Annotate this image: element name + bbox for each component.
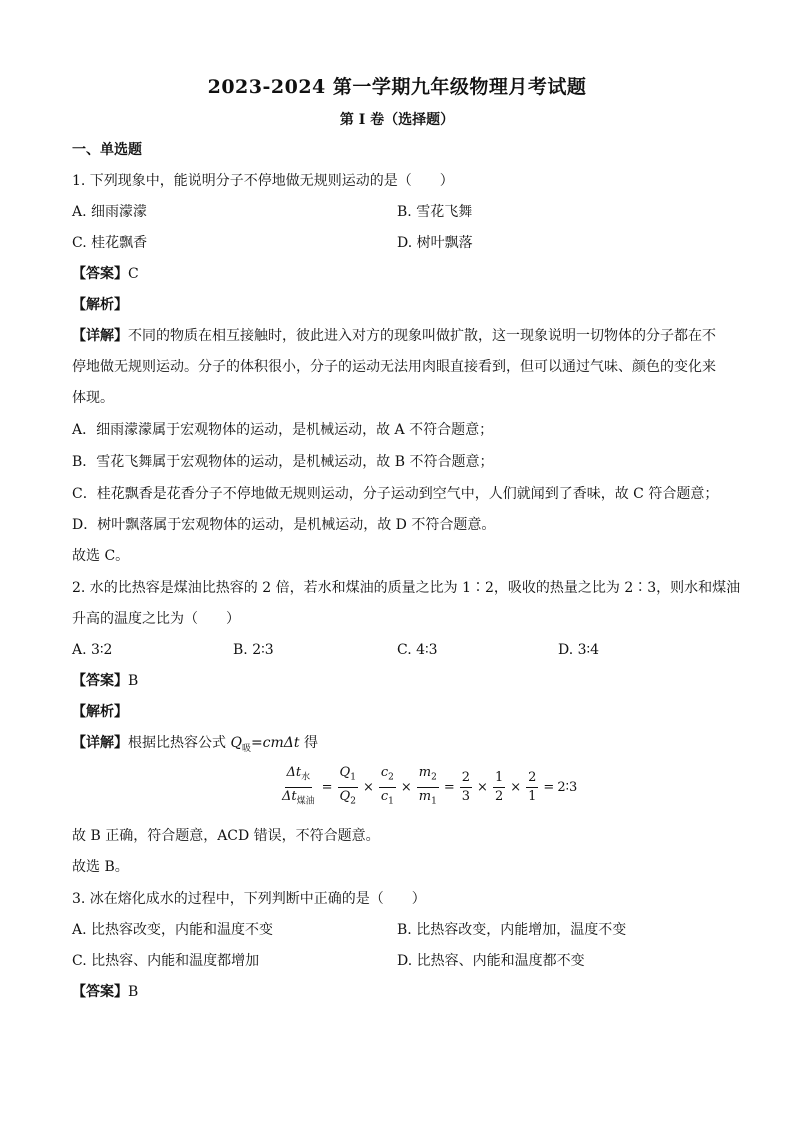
equals-sign: = (321, 779, 333, 795)
fx-text: 2 (494, 788, 504, 804)
q1-answer (72, 264, 139, 284)
page-subtitle: 第 I 卷（选择题） (339, 112, 455, 128)
fx-text: 1 (528, 788, 537, 804)
formula-result: 2∶3 (557, 779, 578, 795)
q1-stem: 1. 下列现象中，能说明分子不停地做无规则运动的是（ ） (72, 173, 454, 189)
section-heading: 一、单选题 (72, 142, 142, 158)
q1-option-a: A. 细雨濛濛 (72, 204, 148, 220)
fx-text: 2 (460, 769, 472, 788)
q3-answer (72, 982, 138, 1002)
q3-stem: 3. 冰在熔化成水的过程中，下列判断中正确的是（ ） (72, 891, 426, 907)
q1-detail-line (72, 326, 716, 346)
q2-conclusion: 故 B 正确，符合题意，ACD 错误，不符合题意。 (72, 828, 380, 844)
fx-text: c (380, 764, 389, 780)
fx-text: Δt (286, 764, 302, 780)
fx-text: m (418, 788, 432, 804)
q2-answer (72, 671, 138, 691)
formula-sub: 吸 (241, 743, 251, 754)
q1-detail-line: 停地做无规则运动。分子的体积很小，分子的运动无法用肉眼直接看到，但可以通过气味、颜色的变化来 (72, 359, 716, 375)
q3-option-a: A. 比热容改变，内能和温度不变 (72, 922, 274, 938)
fraction-n3 (526, 769, 538, 806)
times-sign: × (477, 779, 488, 795)
fx-text: 3 (461, 788, 471, 804)
detail-text: 得 (299, 735, 318, 751)
times-sign: × (510, 779, 522, 795)
formula-rest: =cmΔt (250, 735, 300, 751)
q2-analysis-tag: 【解析】 (72, 704, 128, 720)
q2-stem: 2. 水的比热容是煤油比热容的 2 倍，若水和煤油的质量之比为 1∶2，吸收的热量之比为 2∶3，则水和煤油 (72, 580, 741, 596)
q1-analysis-tag: 【解析】 (72, 297, 128, 313)
fx-sub: 水 (301, 772, 311, 783)
fx-sub: 2 (431, 772, 437, 783)
answer-tag: 【答案】 (72, 673, 128, 689)
fx-text: c (380, 788, 389, 804)
fraction-c (379, 764, 396, 810)
fx-text: 2 (526, 769, 538, 788)
q2-option-a: A. 3∶2 (72, 642, 113, 658)
detail-text: 不同的物质在相互接触时，彼此进入对方的现象叫做扩散，这一现象说明一切物体的分子都在不 (128, 328, 716, 344)
fx-sub: 煤油 (296, 796, 315, 807)
equals-sign: = (543, 779, 555, 795)
fx-text: Δt (282, 788, 297, 804)
detail-tag: 【详解】 (72, 735, 128, 751)
fx-text: 1 (493, 769, 505, 788)
q1-detail-line: B．雪花飞舞属于宏观物体的运动，是机械运动，故 B 不符合题意； (72, 454, 494, 470)
q1-detail-line: A．细雨濛濛属于宏观物体的运动，是机械运动，故 A 不符合题意； (72, 422, 494, 438)
answer-value: B (128, 673, 139, 689)
times-sign: × (400, 779, 412, 795)
q2-detail-line (72, 733, 318, 759)
fraction-n1 (460, 769, 472, 806)
q3-option-d: D. 比热容、内能和温度都不变 (397, 953, 585, 969)
q1-option-c: C. 桂花飘香 (72, 235, 148, 251)
q2-option-b: B. 2∶3 (233, 642, 274, 658)
q3-option-c: C. 比热容、内能和温度都增加 (72, 953, 260, 969)
q1-option-d: D. 树叶飘落 (397, 235, 473, 251)
q1-choose: 故选 C。 (72, 548, 130, 564)
equals-sign: = (443, 779, 455, 795)
detail-tag: 【详解】 (72, 328, 128, 344)
fx-sub: 1 (431, 796, 437, 807)
fraction-m (417, 764, 439, 810)
answer-value: C (128, 266, 139, 282)
q2-option-d: D. 3∶4 (558, 642, 600, 658)
q2-choose: 故选 B。 (72, 859, 129, 875)
page-title: 2023-2024 第一学期九年级物理月考试题 (207, 76, 587, 98)
detail-text: 根据比热容公式 (128, 735, 231, 751)
answer-tag: 【答案】 (72, 266, 128, 282)
fraction-lhs (280, 764, 317, 810)
q1-detail-line: C．桂花飘香是花香分子不停地做无规则运动，分子运动到空气中，人们就闻到了香味，故 C 符合题意； (72, 486, 719, 502)
q3-option-b: B. 比热容改变，内能增加，温度不变 (397, 922, 627, 938)
q1-option-b: B. 雪花飞舞 (397, 204, 473, 220)
q1-detail-line: 体现。 (72, 390, 114, 406)
q2-stem-cont: 升高的温度之比为（ ） (72, 611, 240, 627)
fraction-q (338, 764, 358, 810)
fx-text: Q (339, 788, 351, 804)
fx-sub: 2 (350, 796, 356, 807)
fx-sub: 2 (388, 772, 394, 783)
q1-detail-line: D．树叶飘落属于宏观物体的运动，是机械运动，故 D 不符合题意。 (72, 517, 496, 533)
answer-value: B (128, 984, 139, 1000)
fx-sub: 1 (350, 772, 356, 783)
fx-sub: 1 (388, 796, 394, 807)
times-sign: × (362, 779, 374, 795)
answer-tag: 【答案】 (72, 984, 128, 1000)
fx-text: m (418, 764, 432, 780)
fraction-n2 (493, 769, 505, 806)
fx-text: Q (339, 764, 351, 780)
ratio-formula (278, 762, 577, 812)
q2-option-c: C. 4∶3 (397, 642, 438, 658)
formula-q: Q (230, 735, 242, 751)
